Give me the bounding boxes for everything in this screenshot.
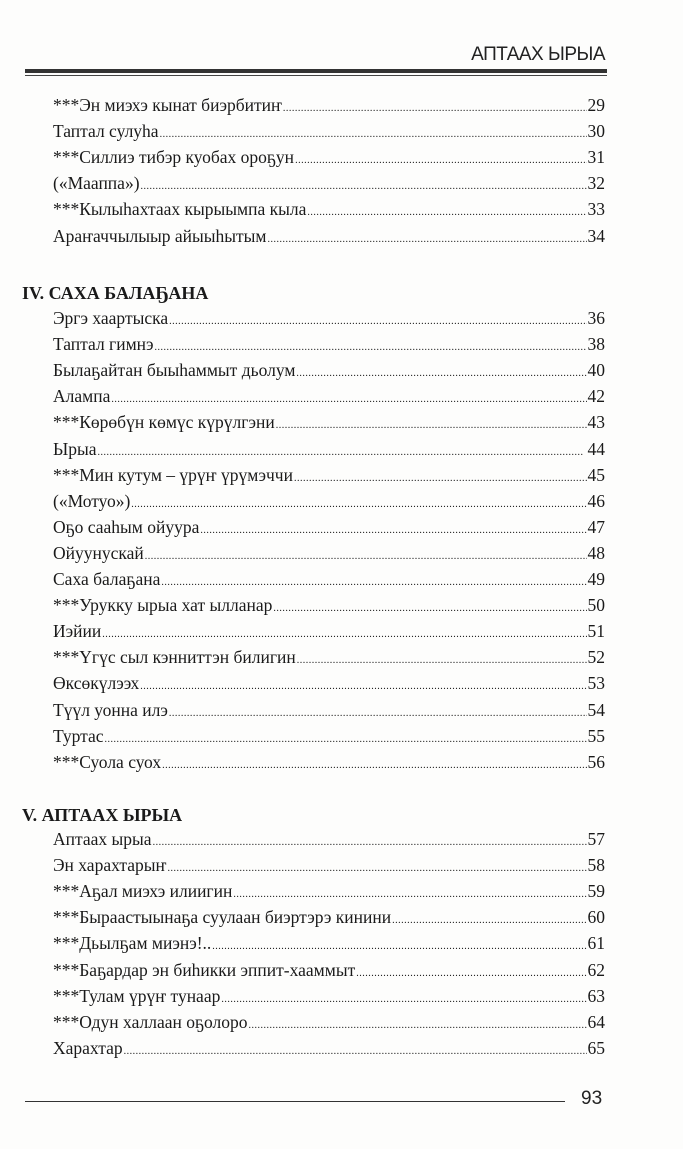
entry-page: 29 <box>587 95 605 115</box>
entry-page: 62 <box>587 959 605 980</box>
dot-leader <box>233 883 586 907</box>
dot-leader <box>200 519 586 543</box>
dot-leader <box>169 702 587 726</box>
entry-page: 47 <box>587 516 605 537</box>
toc-entry <box>53 645 605 669</box>
entry-page: 63 <box>587 985 605 1006</box>
entry-title: Эргэ хаартыска <box>53 308 169 328</box>
dot-leader <box>268 228 587 252</box>
toc-entry <box>53 541 605 565</box>
entry-page: 56 <box>587 751 605 772</box>
entry-title: ***Суола суох <box>53 751 162 772</box>
entry-title: ***Көрөбүн көмүс күрүлгэни <box>53 412 275 433</box>
dot-leader <box>124 1040 587 1064</box>
toc-entry <box>53 958 605 982</box>
entry-page: 59 <box>587 881 605 902</box>
toc-entry <box>53 515 605 539</box>
entry-page: 42 <box>587 386 605 407</box>
entry-page: 64 <box>587 1011 605 1032</box>
toc-entry <box>53 827 605 851</box>
entry-page: 48 <box>587 542 605 563</box>
entry-title: ***Одун халлаан оҕолоро <box>53 1011 248 1032</box>
entry-title: Былаҕайтан быыһаммыт дьолум <box>53 360 296 381</box>
toc-entry <box>53 619 605 643</box>
dot-leader <box>104 728 586 752</box>
entry-page: 34 <box>587 225 605 246</box>
dot-leader <box>102 623 586 647</box>
entry-title: Араҥаччылыыр айыыһытым <box>53 225 267 246</box>
dot-leader <box>295 149 586 173</box>
entry-title: Түүл уонна илэ <box>53 699 168 720</box>
entry-title: ***Мин кутум – үрүҥ үрүмэччи <box>53 464 293 485</box>
dot-leader <box>296 362 586 386</box>
entry-title: Ырыа <box>53 438 97 459</box>
section-heading: V. АПТААХ ЫРЫА <box>22 805 183 825</box>
entry-page: 30 <box>587 121 605 142</box>
entry-page: 40 <box>587 360 605 381</box>
toc-entry <box>53 463 605 487</box>
dot-leader <box>140 675 586 699</box>
entry-title: Таптал сулуһа <box>53 121 159 142</box>
entry-page: 46 <box>587 490 605 511</box>
entry-page: 52 <box>587 647 605 668</box>
entry-title: ***Аҕал миэхэ илиигин <box>53 881 233 902</box>
dot-leader <box>297 649 587 673</box>
dot-leader <box>283 97 587 121</box>
toc-entry <box>53 724 605 748</box>
entry-title: («Мааппа») <box>53 173 140 194</box>
entry-page: 51 <box>587 621 605 642</box>
entry-title: ***Баҕардар эн биһикки эппит-хааммыт <box>53 959 356 980</box>
toc-entry <box>53 437 605 461</box>
dot-leader <box>169 310 586 334</box>
entry-page: 31 <box>587 147 605 168</box>
toc-entry <box>53 853 605 877</box>
dot-leader <box>356 962 586 986</box>
dot-leader <box>145 545 587 569</box>
entry-page: 36 <box>587 308 605 328</box>
entry-title: Ойуунускай <box>53 542 144 563</box>
toc-entry <box>53 489 605 513</box>
dot-leader <box>161 571 586 595</box>
dot-leader <box>249 1014 587 1038</box>
toc-entry <box>53 1010 605 1034</box>
toc-entry <box>53 93 605 117</box>
entry-title: ***Тулам үрүҥ тунаар <box>53 985 221 1006</box>
entry-title: Оҕо сааһым ойуура <box>53 516 200 537</box>
entry-page: 58 <box>587 855 605 876</box>
dot-leader <box>212 935 586 959</box>
toc-entry <box>53 119 605 143</box>
entry-page: 53 <box>587 673 605 694</box>
toc-entry <box>53 879 605 903</box>
dot-leader <box>167 857 586 881</box>
entry-title: ***Быраастыынаҕа суулаан биэртэрэ кинини <box>53 907 392 928</box>
entry-page: 57 <box>587 829 605 849</box>
entry-page: 65 <box>587 1037 605 1058</box>
entry-page: 32 <box>587 173 605 194</box>
entry-page: 45 <box>587 464 605 485</box>
toc-entry <box>53 306 605 330</box>
dot-leader <box>111 388 586 412</box>
toc-entry <box>53 224 605 248</box>
entry-title: ***Кылыһахтаах кырыымпа кыла <box>53 199 307 220</box>
toc-entry <box>53 750 605 774</box>
toc-entry <box>53 197 605 221</box>
dot-leader <box>98 441 587 465</box>
toc-entry <box>53 384 605 408</box>
dot-leader <box>294 467 587 491</box>
dot-leader <box>307 201 586 225</box>
entry-title: ***Эн миэхэ кынат биэрбитиҥ <box>53 95 282 115</box>
entry-title: ***Урукку ырыа хат ылланар <box>53 595 273 616</box>
entry-title: Саха балаҕана <box>53 569 161 589</box>
entry-page: 49 <box>587 569 605 589</box>
entry-title: Эн харахтарыҥ <box>53 855 167 876</box>
dot-leader <box>392 909 586 933</box>
entry-page: 55 <box>587 725 605 746</box>
entry-title: Иэйии <box>53 621 102 642</box>
entry-title: Харахтар <box>53 1037 123 1058</box>
header-rule-thin <box>25 75 607 76</box>
dot-leader <box>141 175 587 199</box>
footer-rule <box>25 1101 565 1102</box>
toc-entry <box>53 171 605 195</box>
entry-page: 38 <box>587 334 605 355</box>
toc-entry <box>53 905 605 929</box>
dot-leader <box>153 831 587 855</box>
dot-leader <box>273 597 586 621</box>
toc-entry <box>53 145 605 169</box>
entry-page: 60 <box>587 907 605 928</box>
entry-title: Алампа <box>53 386 111 407</box>
toc-entry <box>53 410 605 434</box>
dot-leader <box>221 988 586 1012</box>
dot-leader <box>276 414 587 438</box>
dot-leader <box>155 336 587 360</box>
entry-title: Таптал гимнэ <box>53 334 154 355</box>
entry-page: 54 <box>587 699 605 720</box>
entry-title: ***Үгүс сыл кэнниттэн билигин <box>53 647 296 668</box>
toc-entry <box>53 1036 605 1060</box>
entry-page: 50 <box>587 595 605 616</box>
header-rule <box>25 69 607 73</box>
toc-entry <box>53 984 605 1008</box>
toc-entry <box>53 698 605 722</box>
toc-entry <box>53 358 605 382</box>
entry-title: Өксөкүлээх <box>53 673 140 694</box>
toc-entry <box>53 671 605 695</box>
dot-leader <box>160 123 587 147</box>
toc-entry <box>53 332 605 356</box>
toc-entry <box>53 567 605 591</box>
toc-entry <box>53 593 605 617</box>
entry-title: ***Силлиэ тибэр куобах ороҕун <box>53 147 295 168</box>
section-heading: IV. САХА БАЛАҔАНА <box>22 283 209 303</box>
running-head: АПТААХ ЫРЫА <box>471 44 605 65</box>
entry-page: 44 <box>587 438 605 459</box>
toc-entry <box>53 931 605 955</box>
dot-leader <box>131 493 586 517</box>
dot-leader <box>162 754 586 778</box>
page-number: 93 <box>581 1088 603 1109</box>
entry-page: 61 <box>587 933 605 954</box>
entry-title: ***Дьылҕам миэнэ!.. <box>53 933 212 954</box>
entry-title: («Мотуо») <box>53 490 131 511</box>
entry-page: 43 <box>587 412 605 433</box>
entry-page: 33 <box>587 199 605 220</box>
entry-title: Туртас <box>53 725 104 746</box>
entry-title: Аптаах ырыа <box>53 829 152 849</box>
